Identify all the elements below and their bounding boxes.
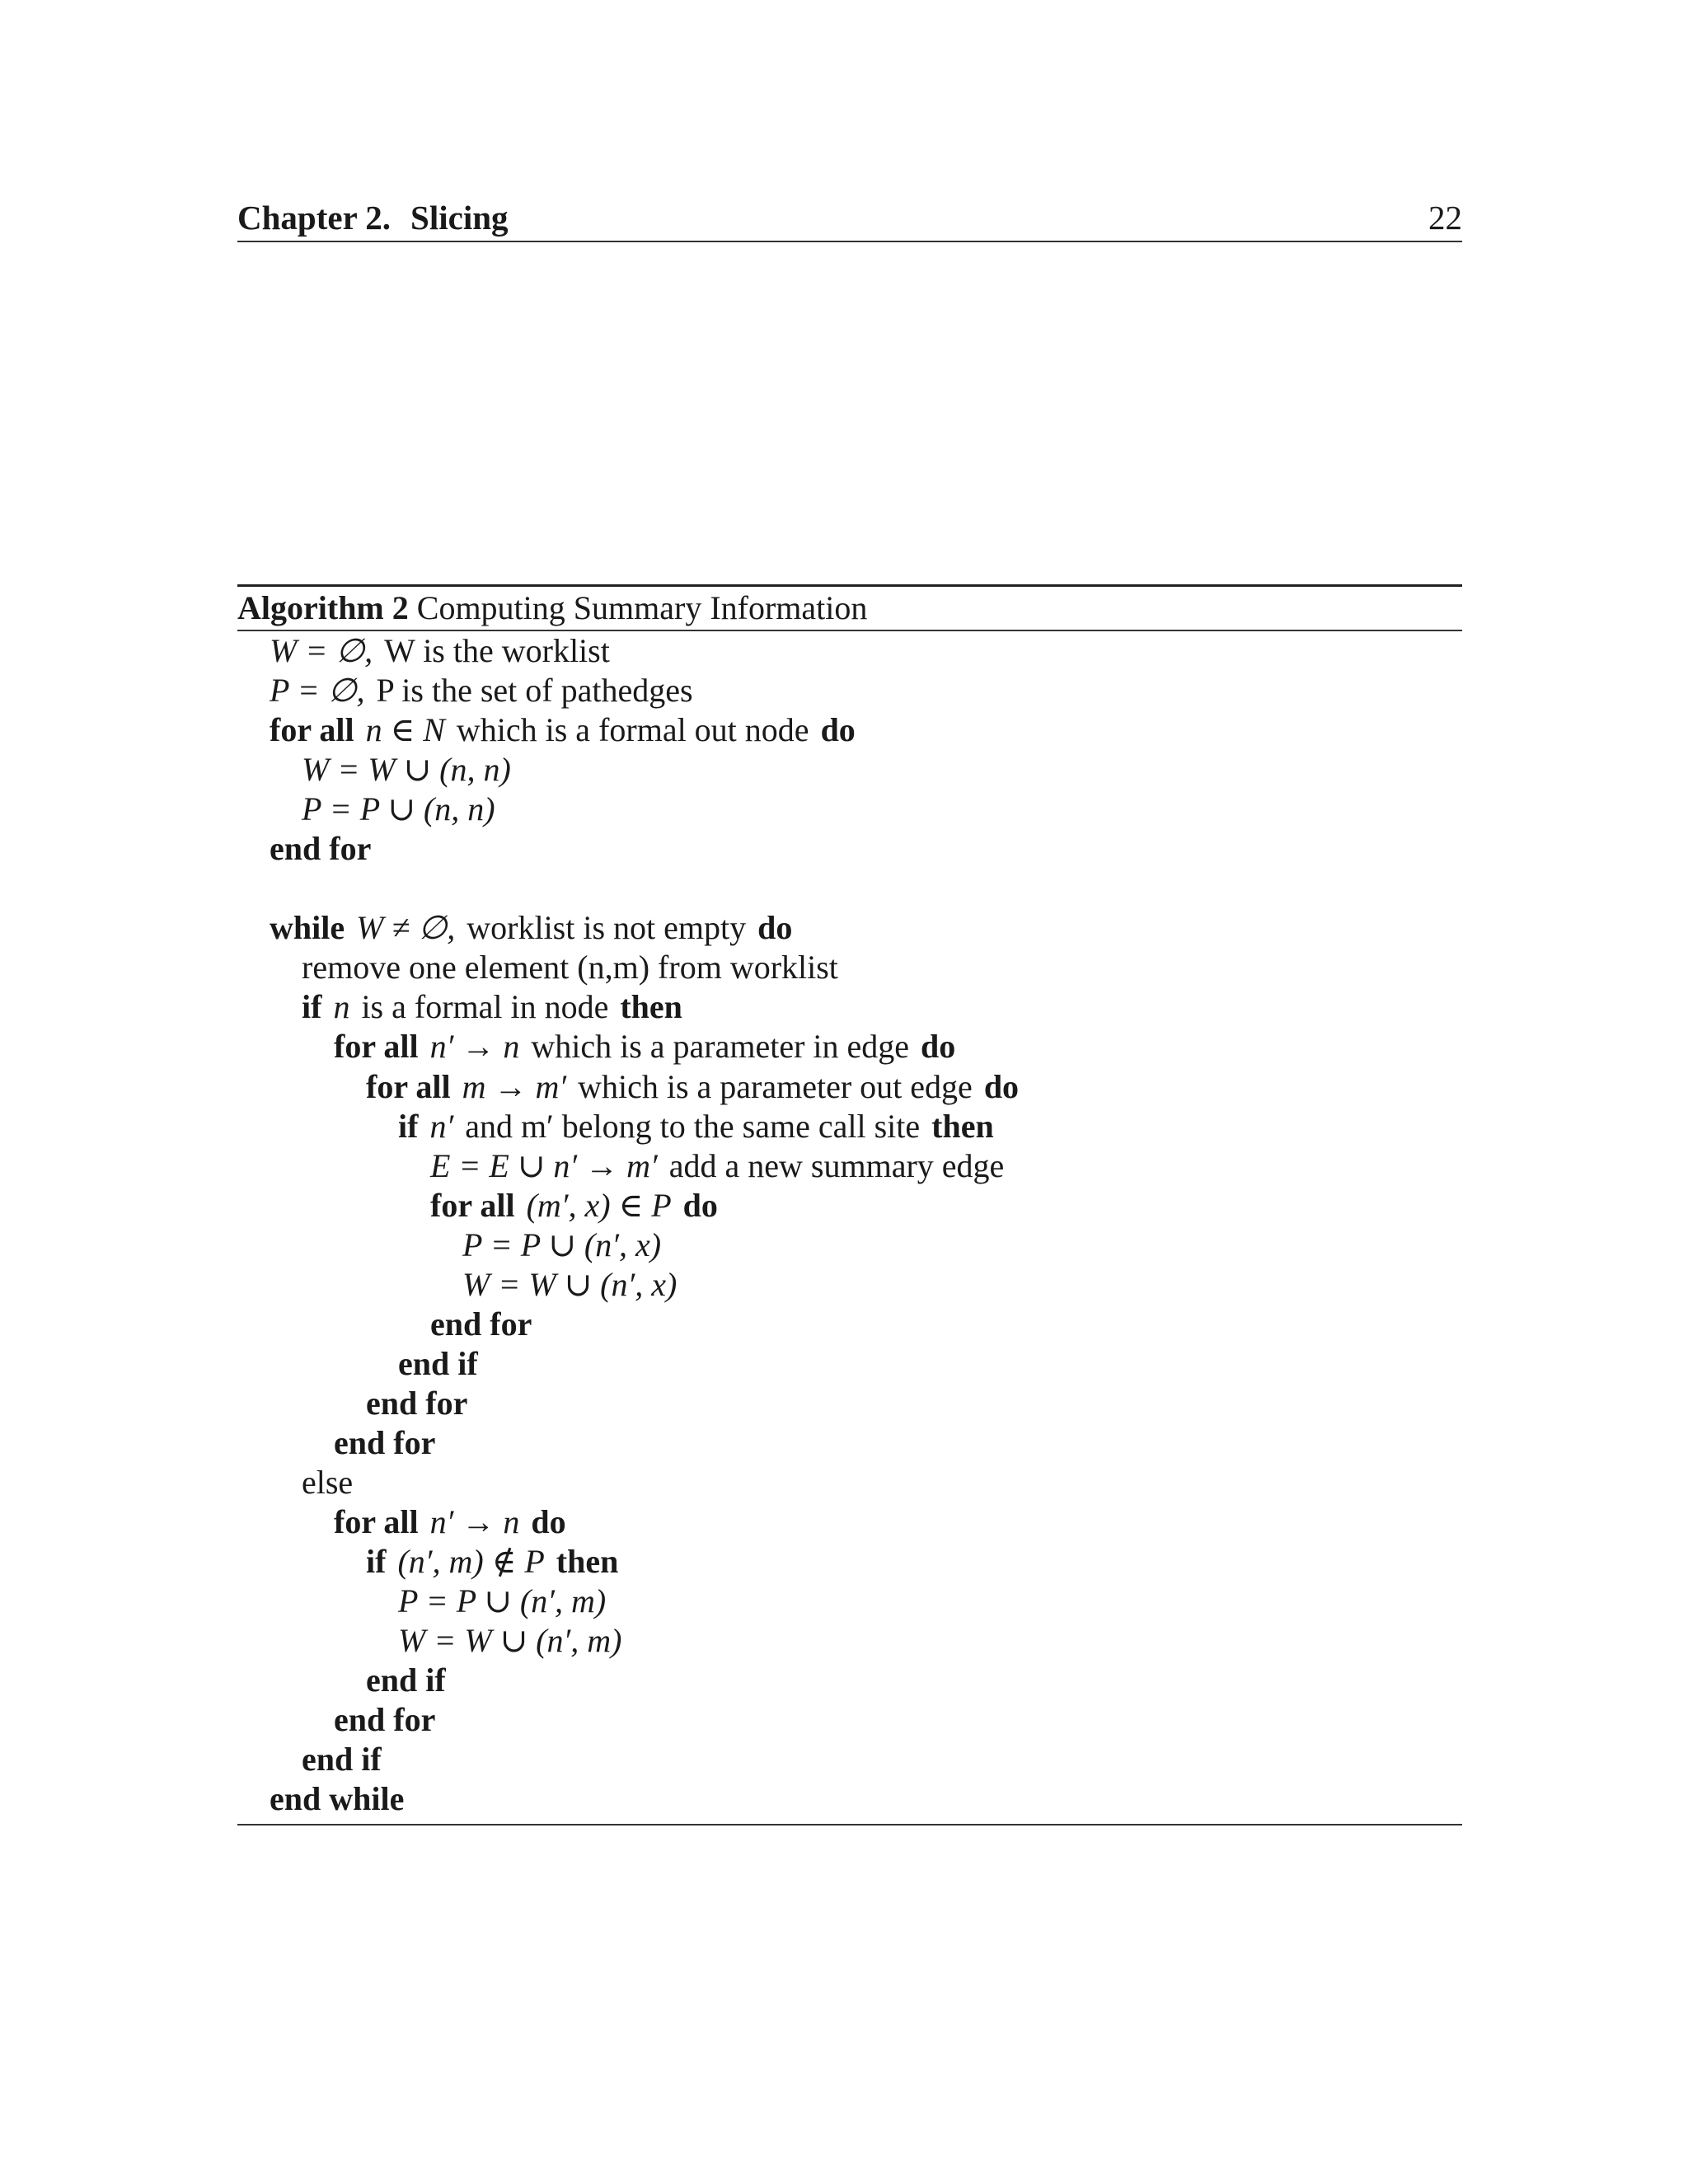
keyword: then bbox=[556, 1543, 619, 1581]
math-expression: P = ∅, bbox=[270, 672, 365, 710]
keyword: if bbox=[398, 1107, 419, 1145]
algorithm-line bbox=[237, 1621, 1462, 1661]
math-expression: W = W ∪ (n′, x) bbox=[462, 1265, 678, 1303]
line-text: worklist is not empty bbox=[467, 909, 747, 947]
line-text: is a formal in node bbox=[361, 988, 609, 1026]
line-text: which is a formal out node bbox=[456, 711, 809, 749]
keyword: do bbox=[531, 1503, 566, 1541]
algorithm-line bbox=[237, 710, 1462, 750]
keyword: end if bbox=[398, 1344, 478, 1382]
keyword: do bbox=[983, 1067, 1020, 1105]
line-text: W is the worklist bbox=[384, 632, 610, 669]
algorithm-line bbox=[237, 1265, 1462, 1305]
algorithm-label: Algorithm 2 bbox=[237, 589, 409, 626]
math-expression: n′ → n bbox=[429, 1028, 520, 1066]
chapter-label: Chapter 2. bbox=[237, 199, 392, 237]
line-text: else bbox=[302, 1463, 354, 1501]
keyword: do bbox=[682, 1186, 718, 1224]
algorithm-line bbox=[237, 829, 1462, 869]
keyword: for all bbox=[334, 1503, 419, 1541]
math-expression: W = W ∪ (n′, m) bbox=[398, 1622, 622, 1660]
algorithm-line bbox=[237, 1027, 1462, 1066]
keyword: do bbox=[820, 711, 856, 749]
algorithm-line bbox=[237, 1146, 1462, 1186]
algorithm-line bbox=[237, 1779, 1462, 1819]
keyword: end for bbox=[430, 1305, 532, 1343]
algorithm-body bbox=[237, 631, 1462, 1819]
keyword: if bbox=[366, 1543, 387, 1581]
keyword: do bbox=[921, 1028, 956, 1066]
algorithm-line bbox=[237, 1384, 1462, 1423]
algorithm-line bbox=[237, 1542, 1462, 1582]
chapter-title: Slicing bbox=[410, 199, 509, 237]
algorithm-line bbox=[237, 1502, 1462, 1542]
algorithm-line bbox=[237, 1463, 1462, 1502]
keyword: then bbox=[931, 1107, 994, 1145]
keyword: end for bbox=[270, 830, 372, 868]
algorithm-line bbox=[237, 1582, 1462, 1621]
algorithm-box bbox=[237, 584, 1462, 1825]
keyword: for all bbox=[430, 1186, 515, 1224]
math-expression: W = ∅, bbox=[270, 632, 373, 669]
line-text: which is a parameter in edge bbox=[531, 1028, 910, 1066]
algorithm-line bbox=[237, 1661, 1462, 1700]
keyword: end while bbox=[270, 1780, 405, 1818]
keyword: end for bbox=[366, 1384, 468, 1422]
keyword: end for bbox=[334, 1423, 436, 1461]
algorithm-line bbox=[237, 1423, 1462, 1463]
keyword: if bbox=[302, 988, 322, 1026]
line-text: add a new summary edge bbox=[668, 1146, 1005, 1184]
math-expression: P = P ∪ (n′, m) bbox=[398, 1582, 607, 1620]
algorithm-line bbox=[237, 1344, 1462, 1384]
algorithm-line bbox=[237, 671, 1462, 710]
running-header bbox=[237, 194, 1462, 242]
algorithm-line bbox=[237, 1226, 1462, 1265]
algorithm-line bbox=[237, 908, 1462, 948]
algorithm-title: Computing Summary Information bbox=[416, 589, 868, 626]
algorithm-line bbox=[237, 869, 1462, 908]
algorithm-line bbox=[237, 631, 1462, 671]
algorithm-line bbox=[237, 1700, 1462, 1740]
math-expression: n bbox=[333, 988, 350, 1026]
algorithm-line bbox=[237, 1107, 1462, 1146]
keyword: while bbox=[270, 909, 345, 947]
math-expression: (n′, m) ∉ P bbox=[397, 1543, 545, 1581]
math-expression: P = P ∪ (n, n) bbox=[302, 790, 495, 828]
page-number: 22 bbox=[1428, 199, 1462, 237]
algorithm-line bbox=[237, 790, 1462, 829]
math-expression: W = W ∪ (n, n) bbox=[302, 751, 511, 789]
keyword: for all bbox=[366, 1067, 451, 1105]
line-text: and m′ belong to the same call site bbox=[465, 1107, 921, 1145]
keyword: for all bbox=[334, 1028, 419, 1066]
algorithm-line bbox=[237, 1740, 1462, 1779]
math-expression: m → m′ bbox=[462, 1067, 567, 1105]
math-expression: P = P ∪ (n′, x) bbox=[462, 1226, 662, 1263]
math-expression: n′ → n bbox=[429, 1503, 520, 1541]
keyword: end if bbox=[302, 1741, 382, 1779]
algorithm-line bbox=[237, 1067, 1462, 1107]
algorithm-caption bbox=[237, 587, 1462, 631]
math-expression: n′ bbox=[429, 1107, 454, 1145]
math-expression: (m′, x) ∈ P bbox=[526, 1186, 672, 1224]
algorithm-line bbox=[237, 1186, 1462, 1226]
keyword: end for bbox=[334, 1701, 436, 1739]
algorithm-line bbox=[237, 750, 1462, 790]
chapter-heading bbox=[237, 194, 509, 241]
math-expression: E = E ∪ n′ → m′ bbox=[430, 1146, 658, 1184]
math-expression: n ∈ N bbox=[365, 711, 445, 749]
math-expression: W ≠ ∅, bbox=[356, 909, 456, 947]
line-text: which is a parameter out edge bbox=[578, 1067, 973, 1105]
algorithm-line bbox=[237, 1305, 1462, 1344]
algorithm-line bbox=[237, 948, 1462, 987]
algorithm-line bbox=[237, 987, 1462, 1027]
line-text: P is the set of pathedges bbox=[376, 672, 693, 710]
line-text: remove one element (n,m) from worklist bbox=[302, 949, 838, 987]
keyword: do bbox=[757, 909, 793, 947]
keyword: end if bbox=[366, 1661, 446, 1699]
keyword: for all bbox=[270, 711, 354, 749]
keyword: then bbox=[620, 988, 682, 1026]
